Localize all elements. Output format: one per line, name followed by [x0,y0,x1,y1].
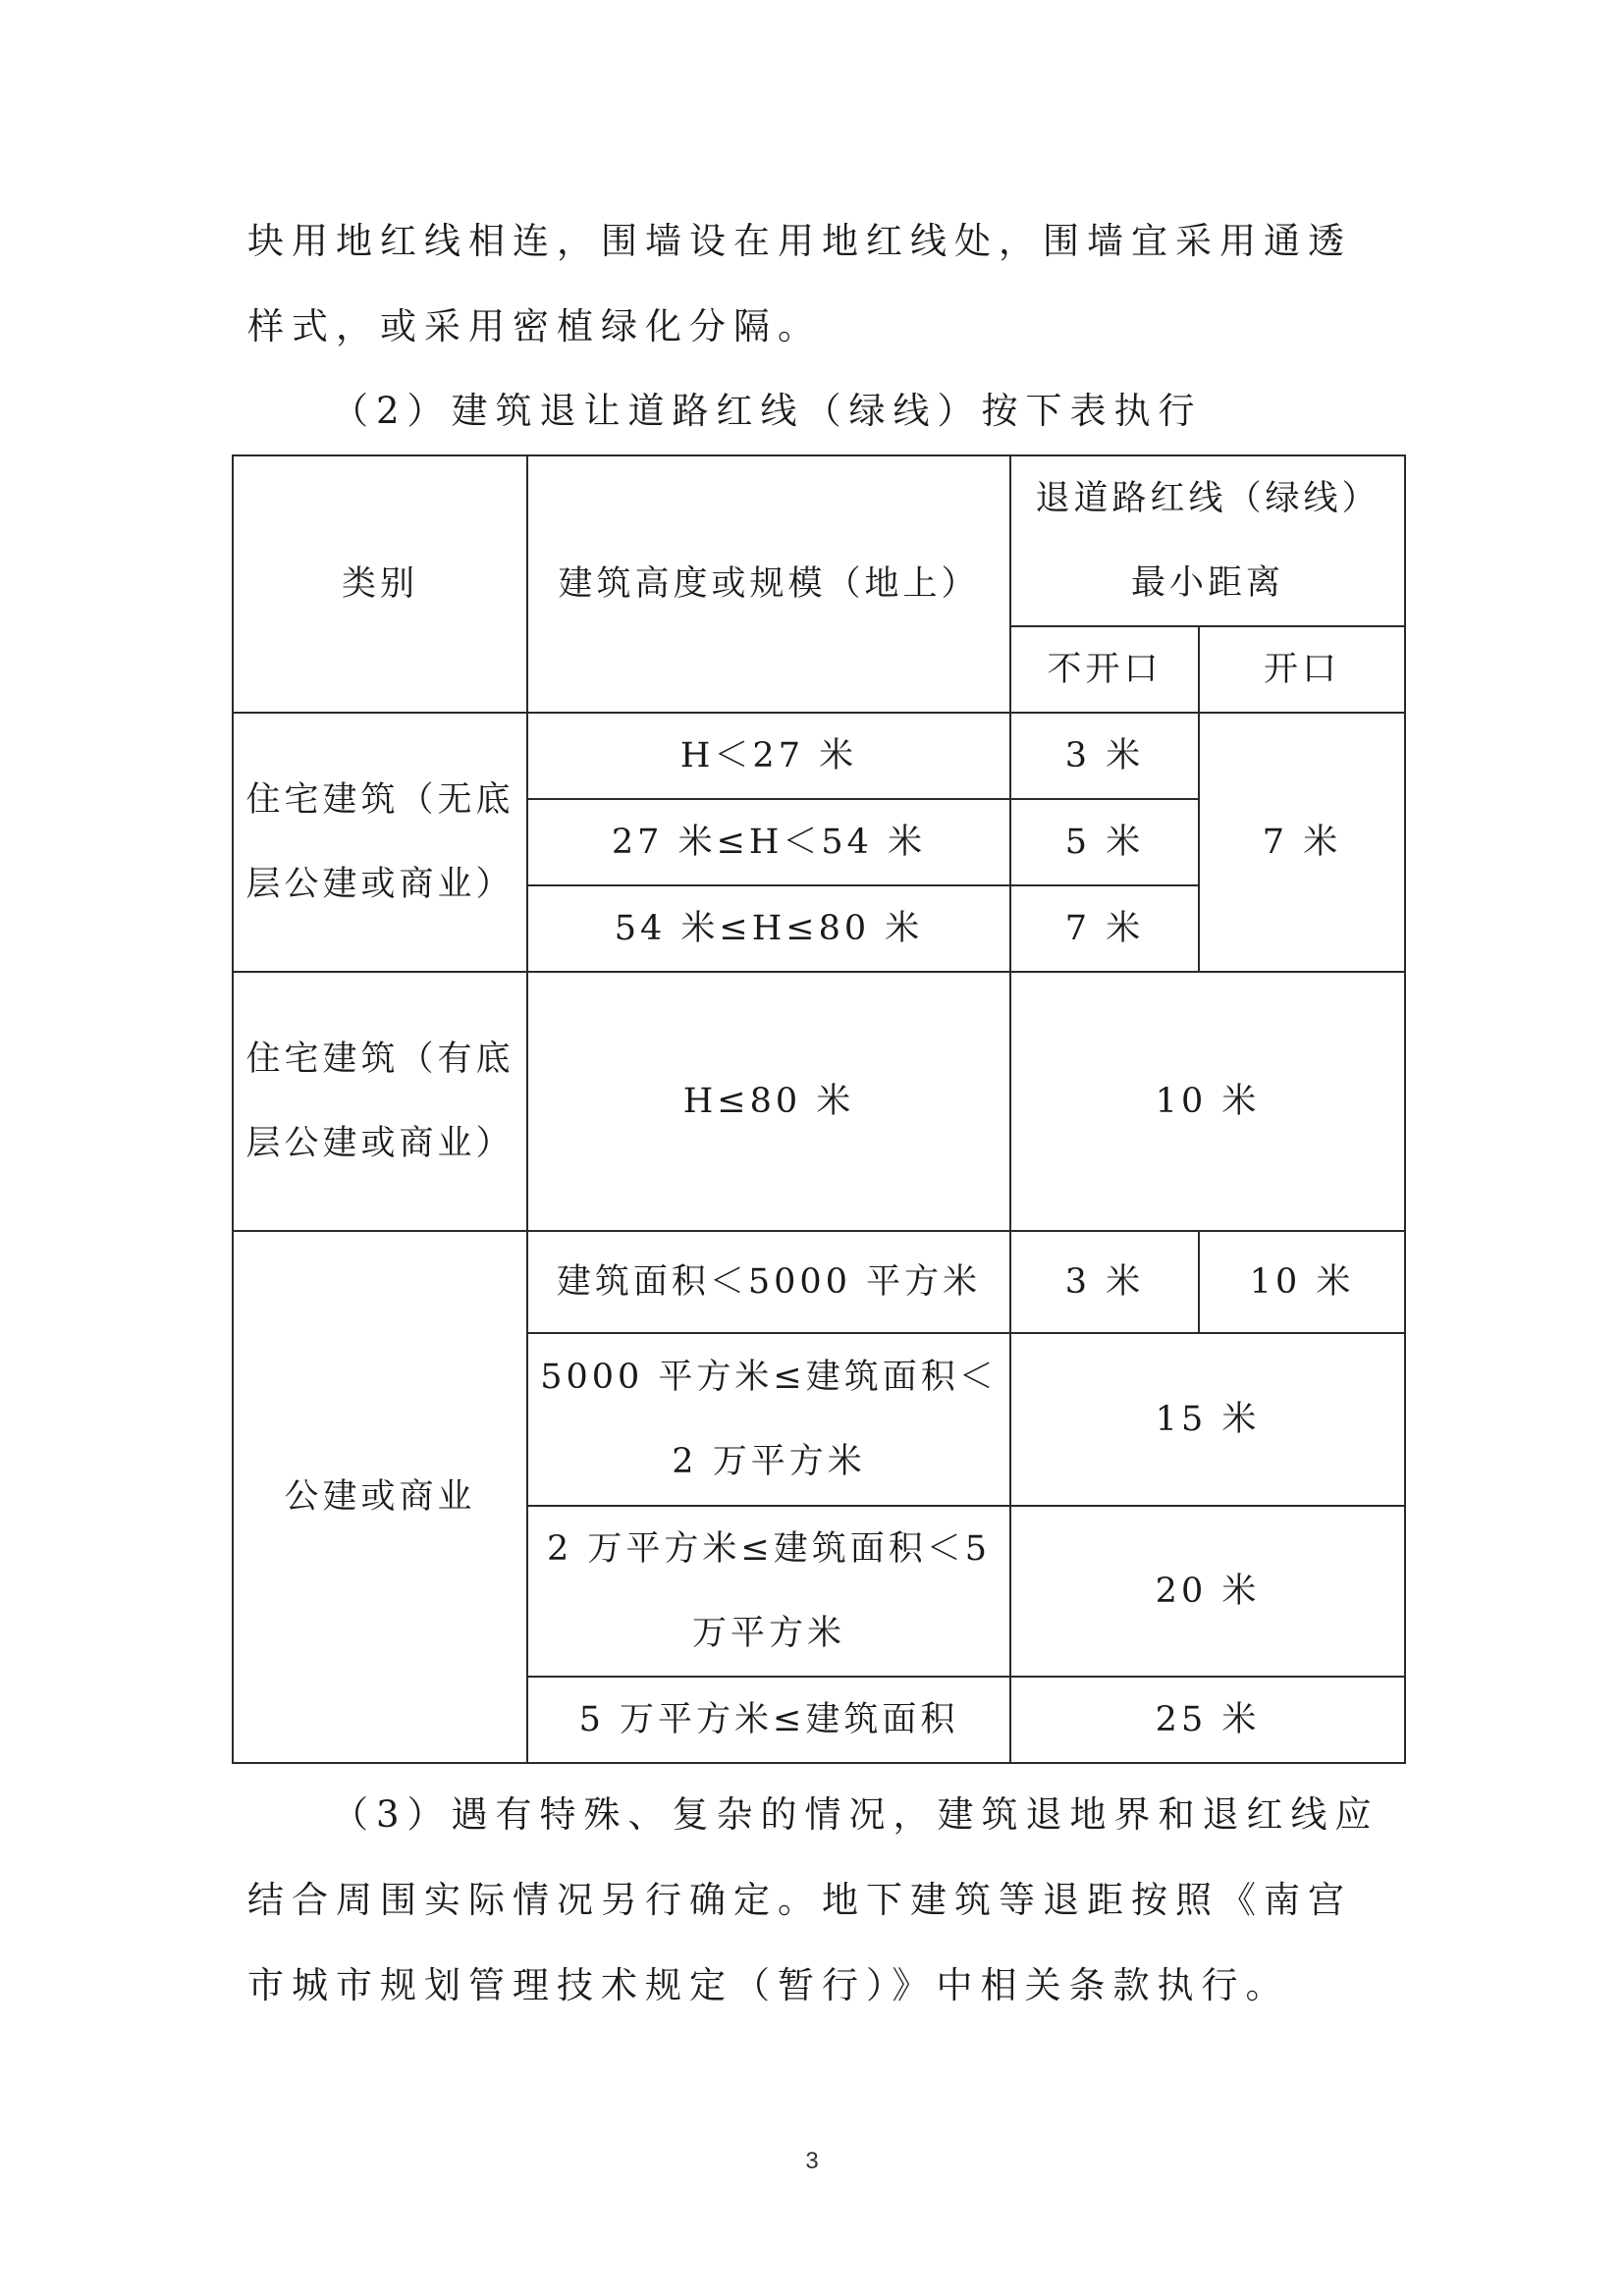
group3-category: 公建或商业 [233,1231,527,1763]
group3-no-opening-1: 3 米 [1010,1231,1199,1333]
group3-distance-2: 15 米 [1010,1333,1405,1506]
group3-distance-4: 25 米 [1010,1677,1405,1763]
header-height-scale: 建筑高度或规模（地上） [527,455,1010,713]
paragraph-fence: 块用地红线相连，围墙设在用地红线处，围墙宜采用通透样式，或采用密植绿化分隔。 [247,220,1352,347]
paragraph-special-cases [247,1772,1386,2028]
group3-scale-1: 建筑面积＜5000 平方米 [527,1231,1010,1333]
group3-distance-3: 20 米 [1010,1506,1405,1677]
group1-category: 住宅建筑（无底层公建或商业） [233,713,527,972]
page-number: 3 [805,2148,819,2174]
group1-no-opening-1: 3 米 [1010,713,1199,799]
group2-category: 住宅建筑（有底层公建或商业） [233,972,527,1231]
group1-no-opening-2: 5 米 [1010,799,1199,885]
group1-opening: 7 米 [1199,713,1405,972]
group3-scale-2: 5000 平方米≤建筑面积＜2 万平方米 [527,1333,1010,1506]
header-no-opening: 不开口 [1010,626,1199,713]
paragraph-special-cases-text: （3）遇有特殊、复杂的情况，建筑退地界和退红线应结合周围实际情况另行确定。地下建筑等退距按照《南宫市城市规划管理技术规定（暂行）》中相关条款执行。 [247,1793,1380,2006]
group1-scale-1: H＜27 米 [527,713,1010,799]
group1-scale-2: 27 米≤H＜54 米 [527,799,1010,885]
group2-scale: H≤80 米 [527,972,1010,1231]
group1-no-opening-3: 7 米 [1010,885,1199,972]
paragraph-table-intro: （2）建筑退让道路红线（绿线）按下表执行 [332,390,1203,432]
header-min-distance: 退道路红线（绿线）最小距离 [1010,455,1405,626]
group3-scale-4: 5 万平方米≤建筑面积 [527,1677,1010,1763]
group3-opening-1: 10 米 [1199,1231,1405,1333]
group2-distance: 10 米 [1010,972,1405,1231]
group3-scale-3: 2 万平方米≤建筑面积＜5 万平方米 [527,1506,1010,1677]
setback-table [232,454,1406,1764]
group1-scale-3: 54 米≤H≤80 米 [527,885,1010,972]
header-category: 类别 [233,455,527,713]
header-opening: 开口 [1199,626,1405,713]
